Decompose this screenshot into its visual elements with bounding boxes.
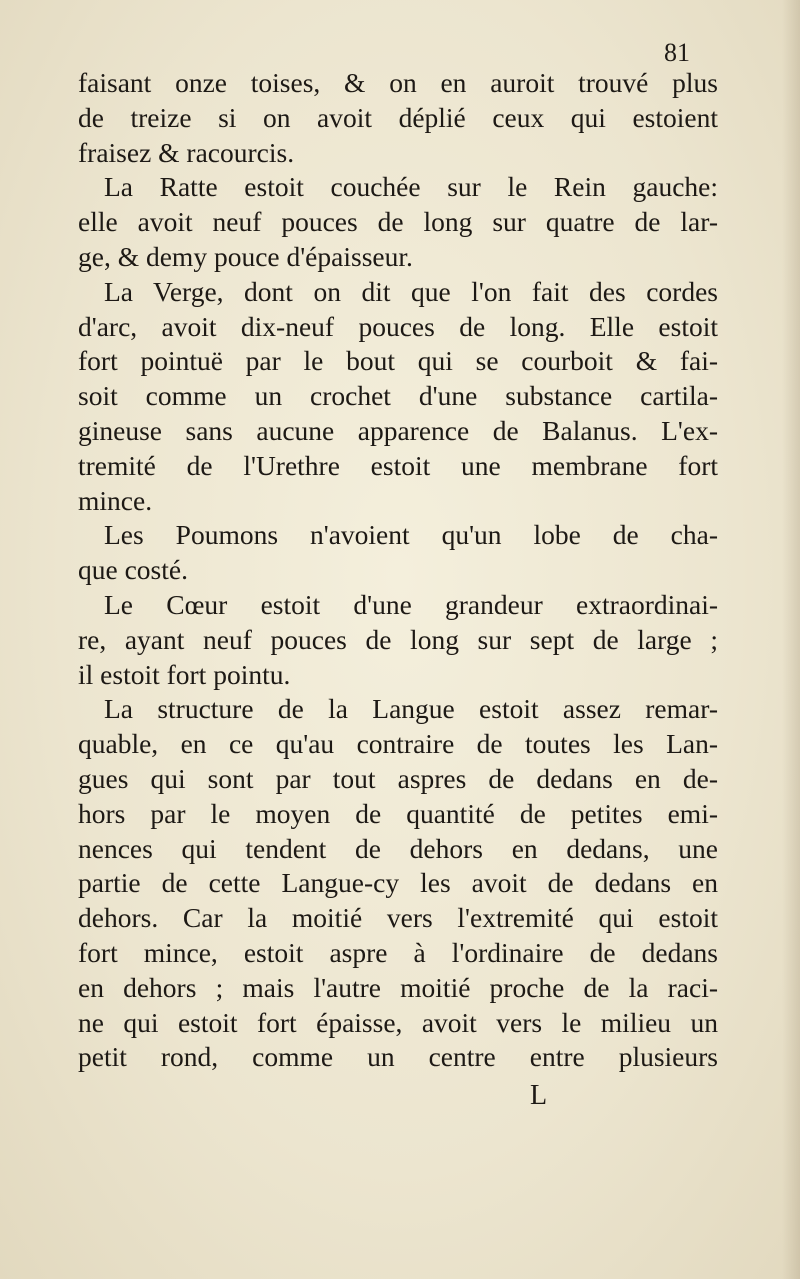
text-line: nences qui tendent de dehors en dedans, une bbox=[78, 832, 718, 864]
text-line: que costé. bbox=[78, 554, 188, 586]
text-line: mince. bbox=[78, 484, 153, 516]
text-line: tremité de l'Urethre estoit une membrane fort bbox=[78, 449, 718, 481]
catchword: L bbox=[530, 1080, 548, 1111]
text-line: faisant onze toises, & on en auroit trouvé plus bbox=[78, 67, 718, 98]
text-line: hors par le moyen de quantité de petites emi- bbox=[78, 797, 718, 829]
text-line: soit comme un crochet d'une substance cartila- bbox=[78, 380, 718, 412]
text-line: dehors. Car la moitié vers l'extremité qui estoit bbox=[78, 902, 718, 934]
text-line: fraisez & racourcis. bbox=[78, 136, 295, 168]
page-edge-shadow bbox=[782, 0, 800, 1279]
text-line: d'arc, avoit dix-neuf pouces de long. Elle estoit bbox=[78, 310, 718, 342]
paragraph-start-line: La structure de la Langue estoit assez remar- bbox=[104, 693, 718, 725]
paragraph-start-line: Le Cœur estoit d'une grandeur extraordinai- bbox=[104, 588, 718, 620]
text-line: de treize si on avoit déplié ceux qui estoient bbox=[78, 101, 718, 133]
page-number: 81 bbox=[664, 38, 690, 67]
text-line: il estoit fort pointu. bbox=[78, 658, 291, 690]
text-line: elle avoit neuf pouces de long sur quatre de lar- bbox=[78, 206, 718, 238]
text-line: gues qui sont par tout aspres de dedans en de- bbox=[78, 762, 718, 794]
text-line: re, ayant neuf pouces de long sur sept de large ; bbox=[78, 623, 718, 655]
text-line: fort mince, estoit aspre à l'ordinaire de dedans bbox=[78, 936, 718, 968]
body-text bbox=[78, 66, 718, 1075]
text-line: ne qui estoit fort épaisse, avoit vers le milieu un bbox=[78, 1006, 718, 1038]
paragraph-start-line: La Verge, dont on dit que l'on fait des cordes bbox=[104, 275, 718, 307]
text-line: petit rond, comme un centre entre plusieurs bbox=[78, 1041, 718, 1073]
paragraph-start-line: Les Poumons n'avoient qu'un lobe de cha- bbox=[104, 519, 718, 551]
text-line: partie de cette Langue-cy les avoit de dedans en bbox=[78, 867, 718, 899]
text-line: fort pointuë par le bout qui se courboit & fai- bbox=[78, 345, 718, 377]
text-line: gineuse sans aucune apparence de Balanus. L'ex- bbox=[78, 414, 718, 446]
text-line: ge, & demy pouce d'épaisseur. bbox=[78, 240, 413, 272]
text-line: quable, en ce qu'au contraire de toutes les Lan- bbox=[78, 728, 718, 760]
paragraph-start-line: La Ratte estoit couchée sur le Rein gauche: bbox=[104, 171, 718, 203]
text-line: en dehors ; mais l'autre moitié proche de la raci- bbox=[78, 971, 718, 1003]
